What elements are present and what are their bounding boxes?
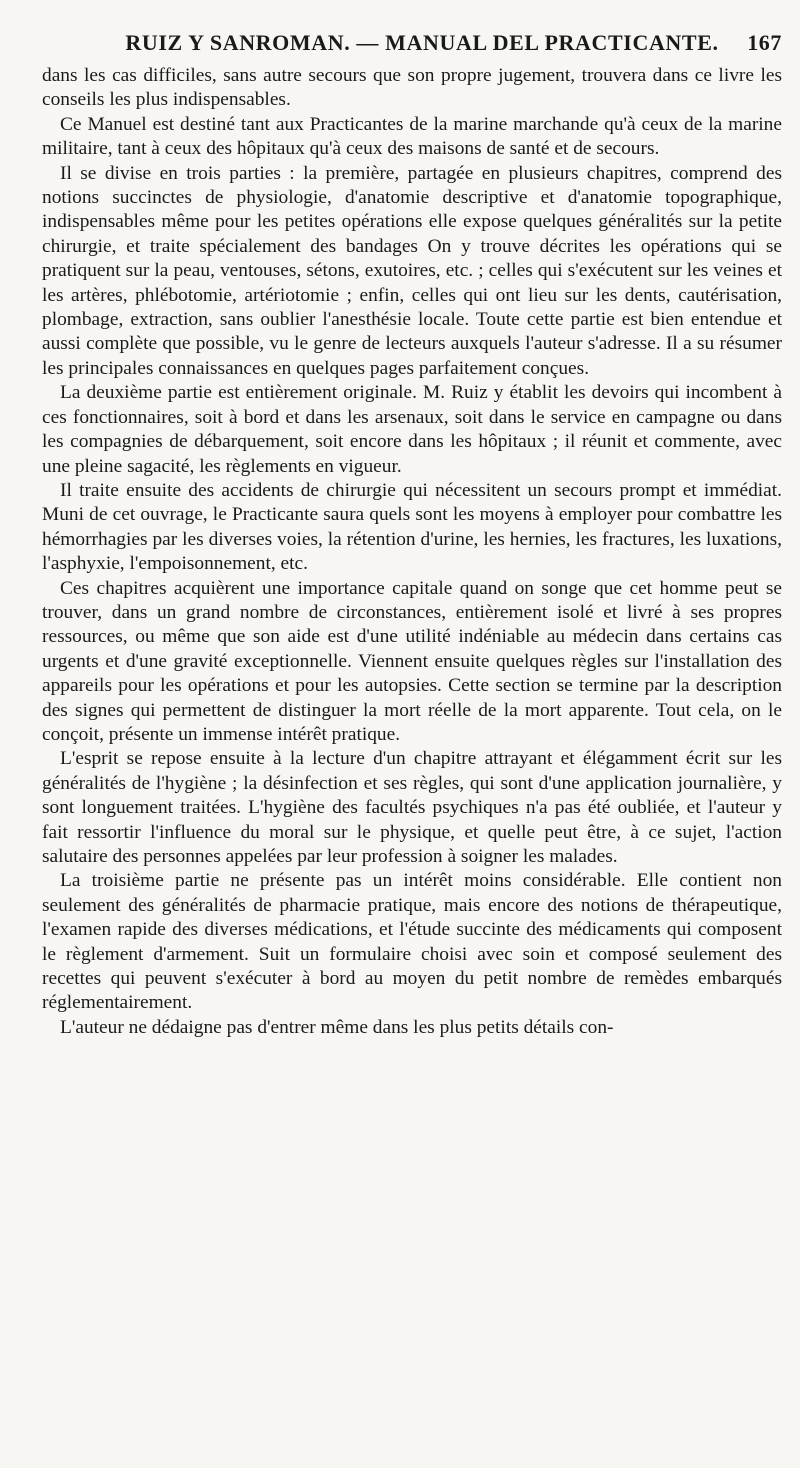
paragraph: Ce Manuel est destiné tant aux Practicantes de la marine marchande qu'à ceux de la marine militaire, tant à ceux des hôpitaux qu'à ceux des maisons de santé et de secours. [42,113,782,160]
paragraph: La deuxième partie est entièrement originale. M. Ruiz y établit les devoirs qui incombent à ces fonctionnaires, soit à bord et dans les arsenaux, soit dans le service en campagne ou dans les compagnies de débarquement, soit encore dans les hôpitaux ; il réunit et commente, avec une pleine sagacité, les règlements en vigueur. [42,382,782,477]
paragraph: Il traite ensuite des accidents de chirurgie qui nécessitent un secours prompt et immédiat. Muni de cet ouvrage, le Practicante saura quels sont les moyens à employer pour combattre les hémorrhagies par les diverses voies, la rétention d'urine, les hernies, les fractures, les luxations, l'asphyxie, l'empoisonnement, etc. [42,479,782,575]
body-text [42,64,782,1040]
document-page [42,30,782,1040]
paragraph: L'auteur ne dédaigne pas d'entrer même dans les plus petits détails con- [60,1016,614,1038]
paragraph: Ces chapitres acquièrent une importance capitale quand on songe que cet homme peut se trouver, dans un grand nombre de circonstances, entièrement isolé et livré à ses propres ressources, ou même que son aide est d'une utilité indéniable au médecin dans certains cas urgents et d'une gravité exceptionnelle. Viennent ensuite quelques règles sur l'installation des appareils pour les opérations et pour les autopsies. Cette section se termine par la description des signes qui permettent de distinguer la mort réelle de la mort apparente. Tout cela, on le conçoit, présente un immense intérêt pratique. [42,577,782,745]
paragraph: La troisième partie ne présente pas un intérêt moins considérable. Elle contient non seulement des généralités de pharmacie pratique, mais encore des notions de thérapeutique, l'examen rapide des diverses médications, et l'étude succinte des médicaments qui composent le règlement d'armement. Suit un formulaire choisi avec soin et composé seulement des recettes qui peuvent s'exécuter à bord au moyen du petit nombre de remèdes embarqués réglementairement. [42,870,782,1014]
running-title: RUIZ Y SANROMAN. — MANUAL DEL PRACTICANTE. [125,30,719,55]
paragraph: Il se divise en trois parties : la première, partagée en plusieurs chapitres, comprend des notions succinctes de physiologie, d'anatomie descriptive et d'anatomie topographique, indispensables même pour les petites opérations elle expose quelques généralités sur la petite chirurgie, et traite spécialement des bandages On y trouve décrites les opérations qui se pratiquent sur la peau, ventouses, sétons, exutoires, etc. ; celles qui s'exécutent sur les veines et les artères, phlébotomie, artériotomie ; enfin, celles qui ont lieu sur les dents, cautérisation, plombage, extraction, sans oublier l'anesthésie locale. Toute cette partie est bien entendue et aussi complète que possible, vu le genre de lecteurs auxquels l'auteur s'adresse. Il a su résumer les principales connaissances en quelques pages parfaitement conçues. [42,162,782,379]
paragraph: dans les cas difficiles, sans autre secours que son propre jugement, trouvera dans ce livre les conseils les plus indispensables. [42,65,782,111]
page-header [42,30,782,64]
page-number: 167 [747,30,782,55]
paragraph: L'esprit se repose ensuite à la lecture d'un chapitre attrayant et élégamment écrit sur les généralités de l'hygiène ; la désinfection et ses règles, qui sont d'une application journalière, y sont longuement traitées. L'hygiène des facultés psychiques n'a pas été oubliée, et l'auteur y fait ressortir l'influence du moral sur le physique, et quelle peut être, à ce sujet, l'action salutaire des personnes appelées par leur profession à soigner les malades. [42,748,782,867]
